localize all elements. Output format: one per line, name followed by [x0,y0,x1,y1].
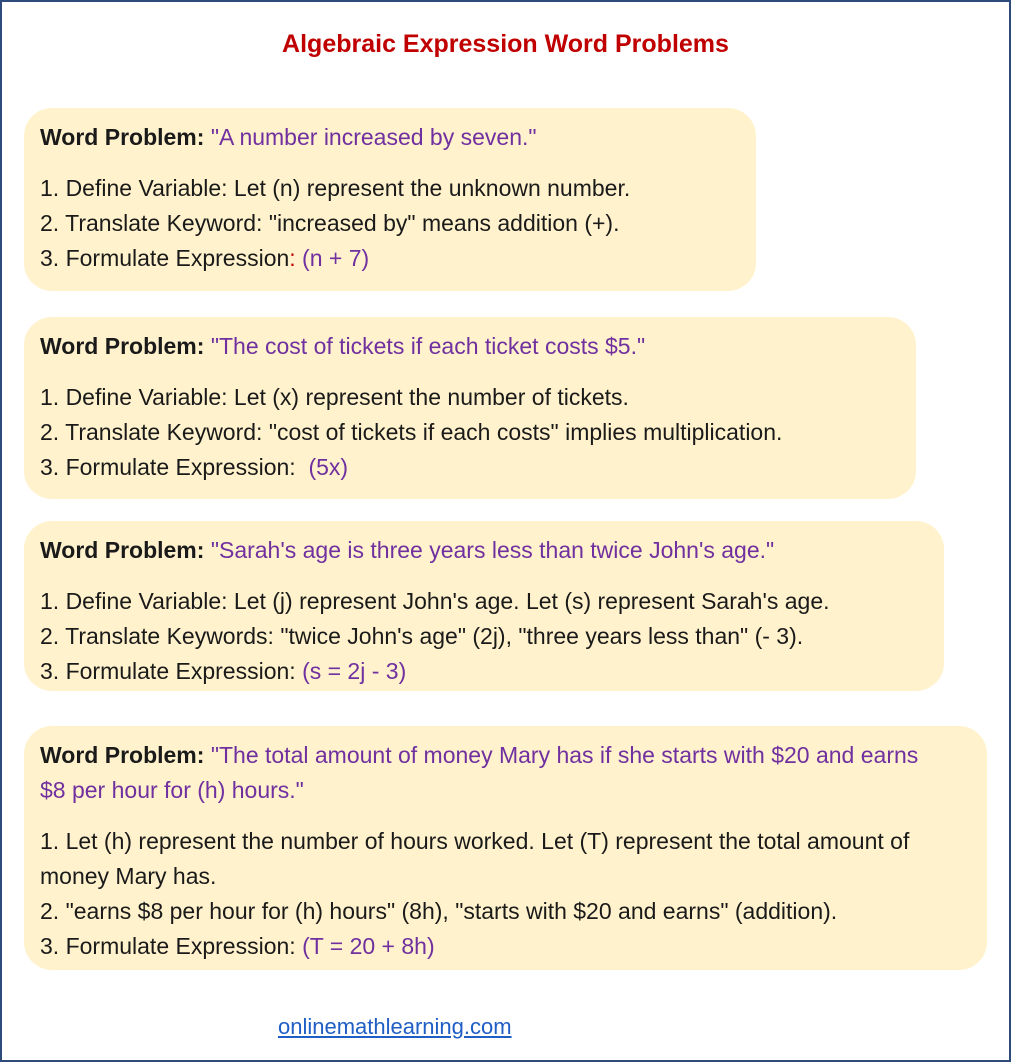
step-3 [40,241,740,276]
word-problem-label: Word Problem: [40,537,205,563]
expression: (T = 20 + 8h) [302,933,435,959]
step-1: 1. Define Variable: Let (j) represent John's age. Let (s) represent Sarah's age. [40,588,830,614]
site-link[interactable]: onlinemathlearning.com [278,1014,512,1039]
word-problem-label: Word Problem: [40,742,205,768]
word-problem-card-1 [24,108,756,291]
expression: (5x) [308,454,349,480]
problem-statement [40,329,900,364]
word-problem-card-4 [24,726,987,970]
problem-statement [40,533,928,568]
word-problem-label: Word Problem: [40,333,205,359]
step-1: 1. Let (h) represent the number of hours worked. Let (T) represent the total amount of money Mary has. [40,828,910,889]
page-title: Algebraic Expression Word Problems [282,30,729,58]
problem-statement [40,120,740,155]
step-3-label: 3. Formulate Expression [40,245,290,271]
step-1: 1. Define Variable: Let (x) represent the number of tickets. [40,384,629,410]
word-problem-label: Word Problem: [40,124,205,150]
problem-quote: "The cost of tickets if each ticket costs $5." [210,333,646,359]
step-2: 2. Translate Keywords: "twice John's age" (2j), "three years less than" (- 3). [40,623,804,649]
step-3 [40,654,928,689]
step-3 [40,450,900,485]
word-problem-card-2 [24,317,916,499]
step-2: 2. Translate Keyword: "increased by" means addition (+). [40,210,620,236]
step-1: 1. Define Variable: Let (n) represent the unknown number. [40,175,631,201]
step-2: 2. Translate Keyword: "cost of tickets if each costs" implies multiplication. [40,419,783,445]
problem-quote: "Sarah's age is three years less than twice John's age." [210,537,775,563]
step-3-colon: : [289,245,296,271]
problem-quote: "The total amount of money Mary has if she starts with $20 and earns $8 per hour for (h) hours." [40,742,919,803]
step-3-label: 3. Formulate Expression: [40,454,309,480]
expression: (s = 2j - 3) [302,658,407,684]
step-3-label: 3. Formulate Expression: [40,658,303,684]
step-2: 2. "earns $8 per hour for (h) hours" (8h), "starts with $20 and earns" (addition). [40,898,838,924]
problem-statement [40,738,971,808]
expression: (n + 7) [295,245,370,271]
step-3 [40,929,971,964]
step-3-label: 3. Formulate Expression: [40,933,303,959]
word-problem-card-3 [24,521,944,691]
problem-quote: "A number increased by seven." [210,124,537,150]
